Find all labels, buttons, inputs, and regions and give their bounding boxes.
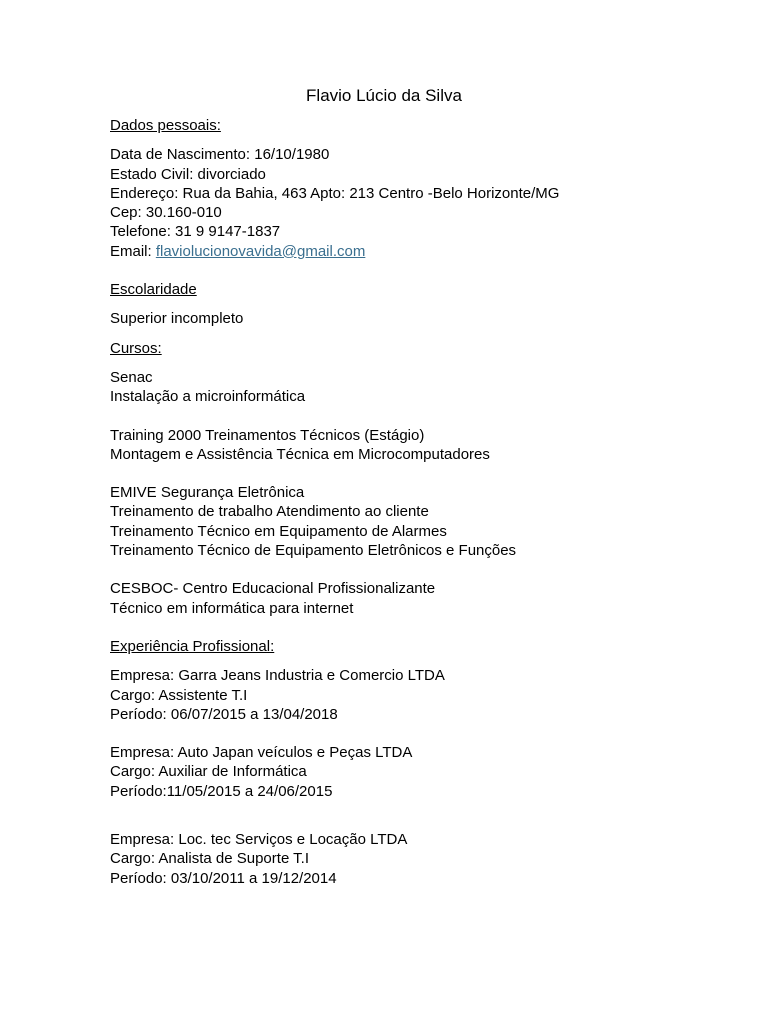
course-line: Treinamento Técnico em Equipamento de Alarmes bbox=[110, 522, 447, 540]
resume-content bbox=[110, 116, 730, 888]
education-heading: Escolaridade bbox=[110, 281, 197, 299]
civil-status: Estado Civil: divorciado bbox=[110, 165, 266, 183]
personal-heading: Dados pessoais: bbox=[110, 117, 221, 134]
email-label: Email: bbox=[110, 242, 156, 260]
course-line: EMIVE Segurança Eletrônica bbox=[110, 484, 305, 502]
job-role: Cargo: Analista de Suporte T.I bbox=[110, 850, 310, 868]
phone: Telefone: 31 9 9147-1837 bbox=[110, 223, 281, 241]
course-line: Treinamento de trabalho Atendimento ao cliente bbox=[110, 503, 429, 521]
education-level: Superior incompleto bbox=[110, 310, 244, 328]
job-company: Empresa: Garra Jeans Industria e Comercio LTDA bbox=[110, 667, 445, 685]
course-line: Training 2000 Treinamentos Técnicos (Estágio) bbox=[110, 426, 425, 444]
course-line: Técnico em informática para internet bbox=[110, 599, 354, 617]
experience-heading: Experiência Profissional: bbox=[110, 637, 275, 655]
email-row bbox=[110, 242, 730, 261]
job-company: Empresa: Auto Japan veículos e Peças LTDA bbox=[110, 744, 413, 762]
job-company: Empresa: Loc. tec Serviços e Locação LTDA bbox=[110, 831, 408, 849]
job-role: Cargo: Assistente T.I bbox=[110, 686, 248, 704]
cep: Cep: 30.160-010 bbox=[110, 204, 222, 222]
job-period: Período: 06/07/2015 a 13/04/2018 bbox=[110, 705, 338, 723]
course-line: Montagem e Assistência Técnica em Microcomputadores bbox=[110, 445, 490, 463]
address: Endereço: Rua da Bahia, 463 Apto: 213 Centro -Belo Horizonte/MG bbox=[110, 184, 560, 202]
course-line: Instalação a microinformática bbox=[110, 388, 306, 406]
course-line: CESBOC- Centro Educacional Profissionalizante bbox=[110, 580, 436, 598]
course-line: Treinamento Técnico de Equipamento Eletrônicos e Funções bbox=[110, 542, 517, 560]
email-link[interactable]: flaviolucionovavida@gmail.com bbox=[155, 242, 366, 260]
courses-heading: Cursos: bbox=[110, 339, 162, 357]
job-period: Período:11/05/2015 a 24/06/2015 bbox=[110, 782, 333, 800]
birth-date: Data de Nascimento: 16/10/1980 bbox=[110, 146, 330, 164]
job-period: Período: 03/10/2011 a 19/12/2014 bbox=[110, 869, 337, 887]
page-title: Flavio Lúcio da Silva bbox=[306, 86, 462, 105]
course-line: Senac bbox=[110, 368, 153, 386]
job-role: Cargo: Auxiliar de Informática bbox=[110, 763, 307, 781]
